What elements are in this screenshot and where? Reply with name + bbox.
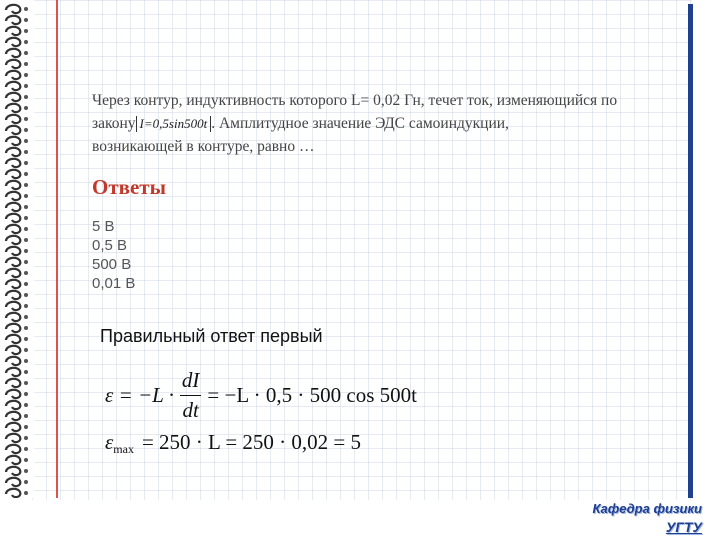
spiral-hole (24, 29, 28, 33)
derivative-fraction (180, 368, 202, 423)
spiral-hole (24, 106, 28, 110)
spiral-hole (24, 84, 28, 88)
spiral-hole (24, 392, 28, 396)
spiral-ring (6, 104, 20, 112)
spiral-hole (24, 326, 28, 330)
spiral-ring (6, 280, 20, 288)
spiral-hole (24, 40, 28, 44)
notebook-spiral-binding (0, 0, 34, 498)
spiral-ring (6, 203, 20, 211)
spiral-ring (6, 16, 20, 24)
spiral-ring (6, 214, 20, 222)
spiral-ring (6, 313, 20, 321)
fraction-numerator: dI (180, 368, 202, 396)
spiral-hole (24, 18, 28, 22)
spiral-hole (24, 381, 28, 385)
spiral-ring (6, 93, 20, 101)
question-line-2-prefix: закону (92, 115, 136, 132)
spiral-hole (24, 51, 28, 55)
spiral-hole (24, 370, 28, 374)
spiral-ring (6, 60, 20, 68)
spiral-hole (24, 249, 28, 253)
emf-max-equation (105, 430, 361, 457)
spiral-hole (24, 139, 28, 143)
spiral-ring (6, 225, 20, 233)
spiral-hole (24, 282, 28, 286)
spiral-hole (24, 238, 28, 242)
spiral-hole (24, 447, 28, 451)
spiral-ring (6, 423, 20, 431)
spiral-ring (6, 456, 20, 464)
spiral-ring (6, 137, 20, 145)
spiral-hole (24, 458, 28, 462)
spiral-ring (6, 5, 20, 13)
spiral-hole (24, 62, 28, 66)
spiral-ring (6, 148, 20, 156)
spiral-hole (24, 414, 28, 418)
spiral-ring (6, 49, 20, 57)
spiral-ring (6, 126, 20, 134)
spiral-ring (6, 478, 20, 486)
spiral-ring (6, 346, 20, 354)
spiral-ring (6, 192, 20, 200)
spiral-ring (6, 258, 20, 266)
spiral-ring (6, 434, 20, 442)
spiral-hole (24, 480, 28, 484)
spiral-ring (6, 324, 20, 332)
spiral-ring (6, 489, 20, 497)
answer-option-4: 0,01 В (92, 275, 136, 292)
spiral-hole (24, 348, 28, 352)
spiral-hole (24, 271, 28, 275)
spiral-hole (24, 227, 28, 231)
spiral-ring (6, 357, 20, 365)
spiral-hole (24, 315, 28, 319)
department-name: Кафедра физики (592, 501, 702, 516)
spiral-hole (24, 95, 28, 99)
spiral-ring (6, 412, 20, 420)
spiral-ring (6, 390, 20, 398)
spiral-ring (6, 71, 20, 79)
spiral-ring (6, 247, 20, 255)
spiral-ring (6, 159, 20, 167)
emf-max-symbol: ε (105, 430, 114, 454)
spiral-hole (24, 172, 28, 176)
fraction-denominator: dt (182, 397, 199, 422)
question-text (92, 89, 692, 158)
spiral-ring (6, 115, 20, 123)
emf-equation-left: ε = −L · (105, 382, 174, 407)
question-line-1: Через контур, индуктивность которого L= 0,02 Гн, течет ток, изменяющийся по (92, 92, 618, 109)
spiral-hole (24, 359, 28, 363)
margin-line (56, 0, 58, 498)
spiral-ring (6, 302, 20, 310)
spiral-hole (24, 194, 28, 198)
spiral-ring (6, 170, 20, 178)
answers-heading: Ответы (92, 175, 167, 199)
spiral-ring (6, 368, 20, 376)
spiral-hole (24, 161, 28, 165)
spiral-hole (24, 337, 28, 341)
spiral-hole (24, 205, 28, 209)
spiral-ring (6, 27, 20, 35)
spiral-hole (24, 425, 28, 429)
spiral-hole (24, 260, 28, 264)
department-footer (593, 500, 702, 536)
question-line-3: возникающей в контуре, равно … (92, 138, 315, 155)
spiral-ring (6, 236, 20, 244)
spiral-hole (24, 73, 28, 77)
emf-max-right: = 250 · L = 250 · 0,02 = 5 (141, 430, 362, 454)
university-name: УГТУ (665, 519, 702, 535)
current-law-formula: I=0,5sin500t (136, 116, 212, 132)
spiral-hole (24, 491, 28, 495)
answer-option-1: 5 В (92, 218, 115, 235)
spiral-ring (6, 379, 20, 387)
emf-equation (105, 362, 417, 428)
right-edge-bar (688, 4, 693, 498)
spiral-ring (6, 467, 20, 475)
spiral-hole (24, 436, 28, 440)
spiral-hole (24, 183, 28, 187)
spiral-ring (6, 269, 20, 277)
spiral-hole (24, 128, 28, 132)
spiral-hole (24, 293, 28, 297)
spiral-ring (6, 335, 20, 343)
spiral-ring (6, 82, 20, 90)
spiral-ring (6, 291, 20, 299)
spiral-hole (24, 469, 28, 473)
emf-equation-right: = −L · 0,5 · 500 cos 500t (207, 382, 417, 407)
question-line-2 (92, 112, 692, 135)
spiral-ring (6, 401, 20, 409)
spiral-hole (24, 150, 28, 154)
spiral-ring (6, 445, 20, 453)
question-line-2-suffix: . Амплитудное значение ЭДС самоиндукции, (211, 115, 509, 132)
spiral-hole (24, 117, 28, 121)
answers-list (92, 217, 135, 293)
correct-answer-note: Правильный ответ первый (100, 326, 323, 346)
spiral-hole (24, 403, 28, 407)
answer-option-3: 500 В (92, 256, 132, 273)
spiral-hole (24, 216, 28, 220)
spiral-hole (24, 304, 28, 308)
spiral-hole (24, 7, 28, 11)
spiral-rings (0, 0, 34, 498)
spiral-ring (6, 38, 20, 46)
emf-max-subscript: max (113, 442, 134, 456)
spiral-ring (6, 181, 20, 189)
answer-option-2: 0,5 В (92, 237, 128, 254)
